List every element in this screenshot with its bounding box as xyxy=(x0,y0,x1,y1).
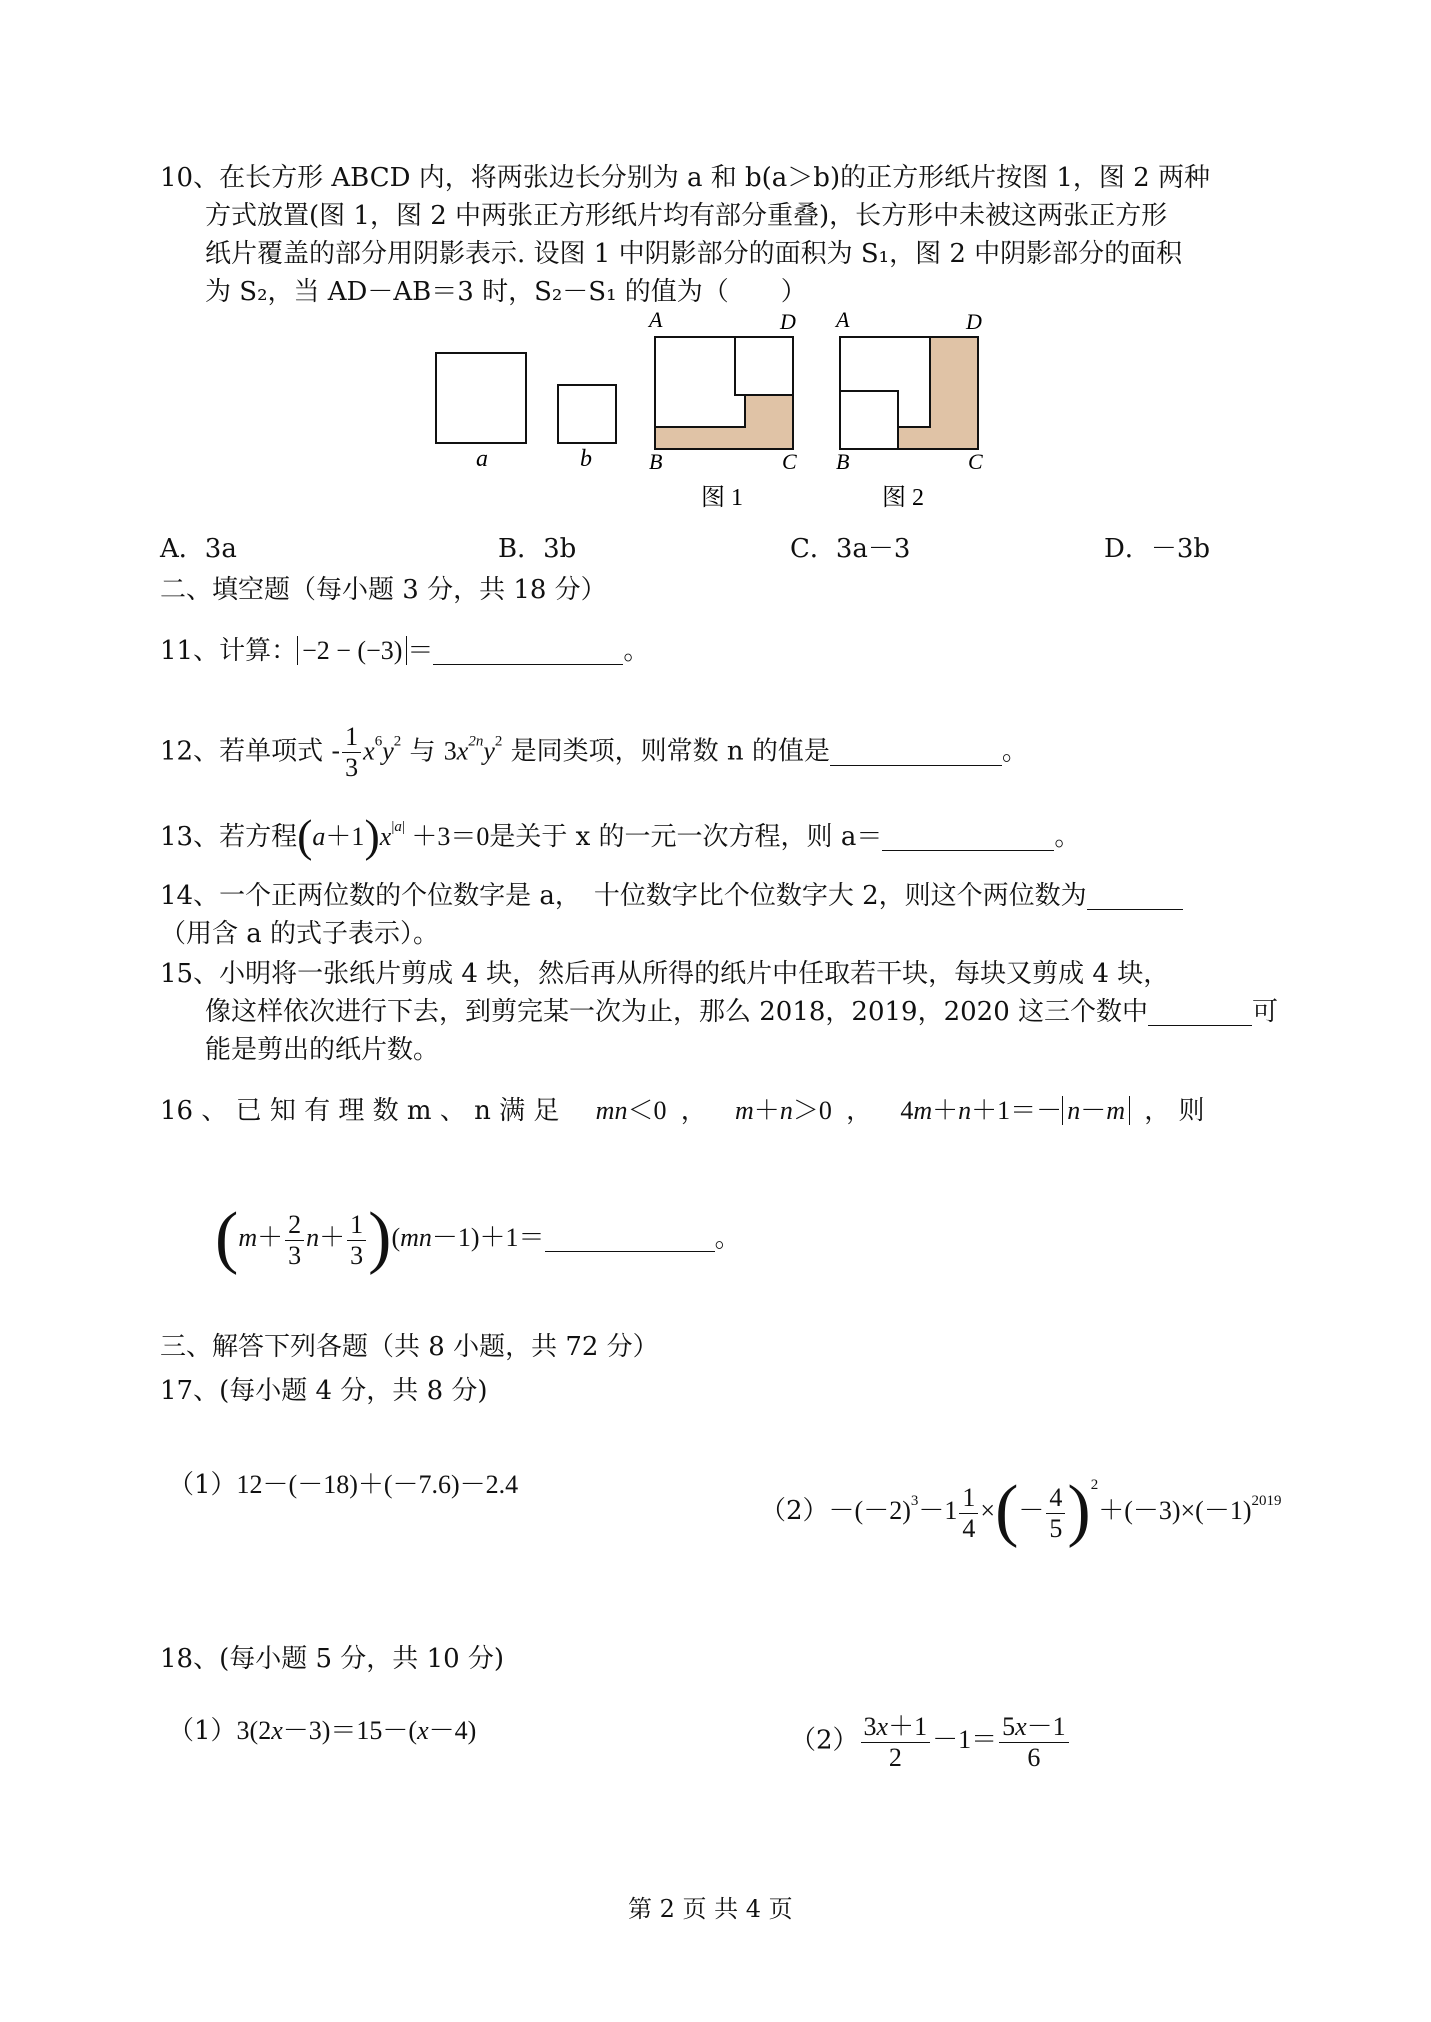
q17-part2: $(2)-(-2)^3-1$ $\frac{1}{4}$ ×(－ $\frac{4}{5}$ )$^2+(-3)\times(-1)^{2019}$ xyxy=(760,1472,1282,1549)
q11: 11、计算： −2 − (−3) ＝ 。 xyxy=(160,636,650,666)
q12-prefix: 12、若单项式 - xyxy=(160,736,341,767)
option-c: C．3a－3 xyxy=(790,534,911,564)
square-a xyxy=(436,353,526,443)
q12-fraction: $\frac{1}{3}$ xyxy=(342,722,361,783)
q16-line2: (m＋ $\frac{2}{3}$ n＋ $\frac{1}{3}$ )(mn－1)＋1＝ 。 xyxy=(215,1199,741,1277)
section-3-heading: 三、解答下列各题（共 8 小题，共 72 分） xyxy=(160,1332,659,1362)
figure-2 xyxy=(834,307,983,511)
fig2-caption: 图 2 xyxy=(882,485,924,511)
q18-part1: （1）3(2x－3)＝15－(x－4) xyxy=(168,1716,477,1746)
option-a: A．3a xyxy=(160,534,237,564)
fig2-D: D xyxy=(966,309,982,334)
q15-line1: 15、小明将一张纸片剪成 4 块，然后再从所得的纸片中任取若干块，每块又剪成 4 块， xyxy=(160,959,1170,989)
q13-answer-blank[interactable] xyxy=(882,822,1054,851)
page-footer: 第 2 页 共 4 页 xyxy=(628,1895,793,1923)
square-b xyxy=(558,385,616,443)
fig1-caption: 图 1 xyxy=(701,485,743,511)
label-a: a xyxy=(476,446,488,472)
fig1-square-a xyxy=(655,337,745,427)
fig2-C: C xyxy=(968,449,983,474)
q14-answer-blank[interactable] xyxy=(1087,881,1183,910)
q10-line4: 为 S₂，当 AD－AB＝3 时，S₂－S₁ 的值为（ ） xyxy=(205,277,807,307)
q10-line1: 10、在长方形 ABCD 内，将两张边长分别为 a 和 b(a＞b)的正方形纸片按图 1，图 2 两种 xyxy=(160,163,1210,193)
q11-prefix: 11、计算： xyxy=(160,636,298,666)
q17-part1: （1）12－(－18)＋(－7.6)－2.4 xyxy=(168,1470,519,1500)
q14-line2: （用含 a 的式子表示）。 xyxy=(160,919,440,949)
q18-part2: （2） $\frac{3x+1}{2}$ －1＝ $\frac{5x-1}{6}$ xyxy=(790,1712,1071,1773)
fig1-A: A xyxy=(649,307,663,332)
q15-answer-blank[interactable] xyxy=(1148,997,1252,1026)
q12-tail: 是同类项，则常数 n 的值是 xyxy=(510,736,830,767)
q16-answer-blank[interactable] xyxy=(545,1223,715,1252)
q18-title: 18、(每小题 5 分，共 10 分) xyxy=(160,1644,505,1674)
q12-answer-blank[interactable] xyxy=(830,737,1002,766)
fig1-C: C xyxy=(782,449,797,474)
q13-mid: 是关于 x 的一元一次方程，则 a＝ xyxy=(489,822,883,852)
q17-title: 17、(每小题 4 分，共 8 分) xyxy=(160,1376,488,1406)
q15-line2: 像这样依次进行下去，到剪完某一次为止，那么 2018，2019，2020 这三个数中 可 xyxy=(205,997,1279,1027)
fig1-D: D xyxy=(780,309,796,334)
q12: 12、若单项式 - $\frac{1}{3}$ $x^6y^2$ 与 $3x^{2n}y^2$ 是同类项，则常数 n 的值是 。 xyxy=(160,722,1028,782)
q13-prefix: 13、若方程 xyxy=(160,822,298,852)
option-d: D．－3b xyxy=(1104,534,1211,564)
q16-line1: 16 、 已 知 有 理 数 m 、 n 满 足 mn＜0 ， m＋n＞0 ， 4m＋n＋1＝－ n－m ， 则 xyxy=(160,1096,1205,1126)
label-b: b xyxy=(580,446,592,472)
q10-line2: 方式放置(图 1，图 2 中两张正方形纸片均有部分重叠)，长方形中未被这两张正方形 xyxy=(205,201,1168,231)
fig2-B: B xyxy=(836,449,850,474)
q10-figure xyxy=(420,305,1020,525)
figure-1 xyxy=(647,307,797,511)
option-b: B．3b xyxy=(498,534,577,564)
fig2-A: A xyxy=(836,307,850,332)
q11-expression: −2 − (−3) xyxy=(297,636,407,665)
section-2-heading: 二、填空题（每小题 3 分，共 18 分） xyxy=(160,575,607,605)
q14-line1: 14、一个正两位数的个位数字是 a， 十位数字比个位数字大 2，则这个两位数为 xyxy=(160,877,1183,915)
q15-line3: 能是剪出的纸片数。 xyxy=(205,1035,440,1065)
q10-line3: 纸片覆盖的部分用阴影表示. 设图 1 中阴影部分的面积为 S₁，图 2 中阴影部分的面积 xyxy=(205,239,1183,269)
q13: 13、若方程$(a+1)x^{|a|} +3=0$是关于 x 的一元一次方程，则 a＝ 。 xyxy=(160,810,1081,861)
fig1-square-b xyxy=(735,337,793,395)
q11-answer-blank[interactable] xyxy=(433,636,623,665)
fig1-B: B xyxy=(649,449,663,474)
fig2-square-b xyxy=(840,391,898,449)
